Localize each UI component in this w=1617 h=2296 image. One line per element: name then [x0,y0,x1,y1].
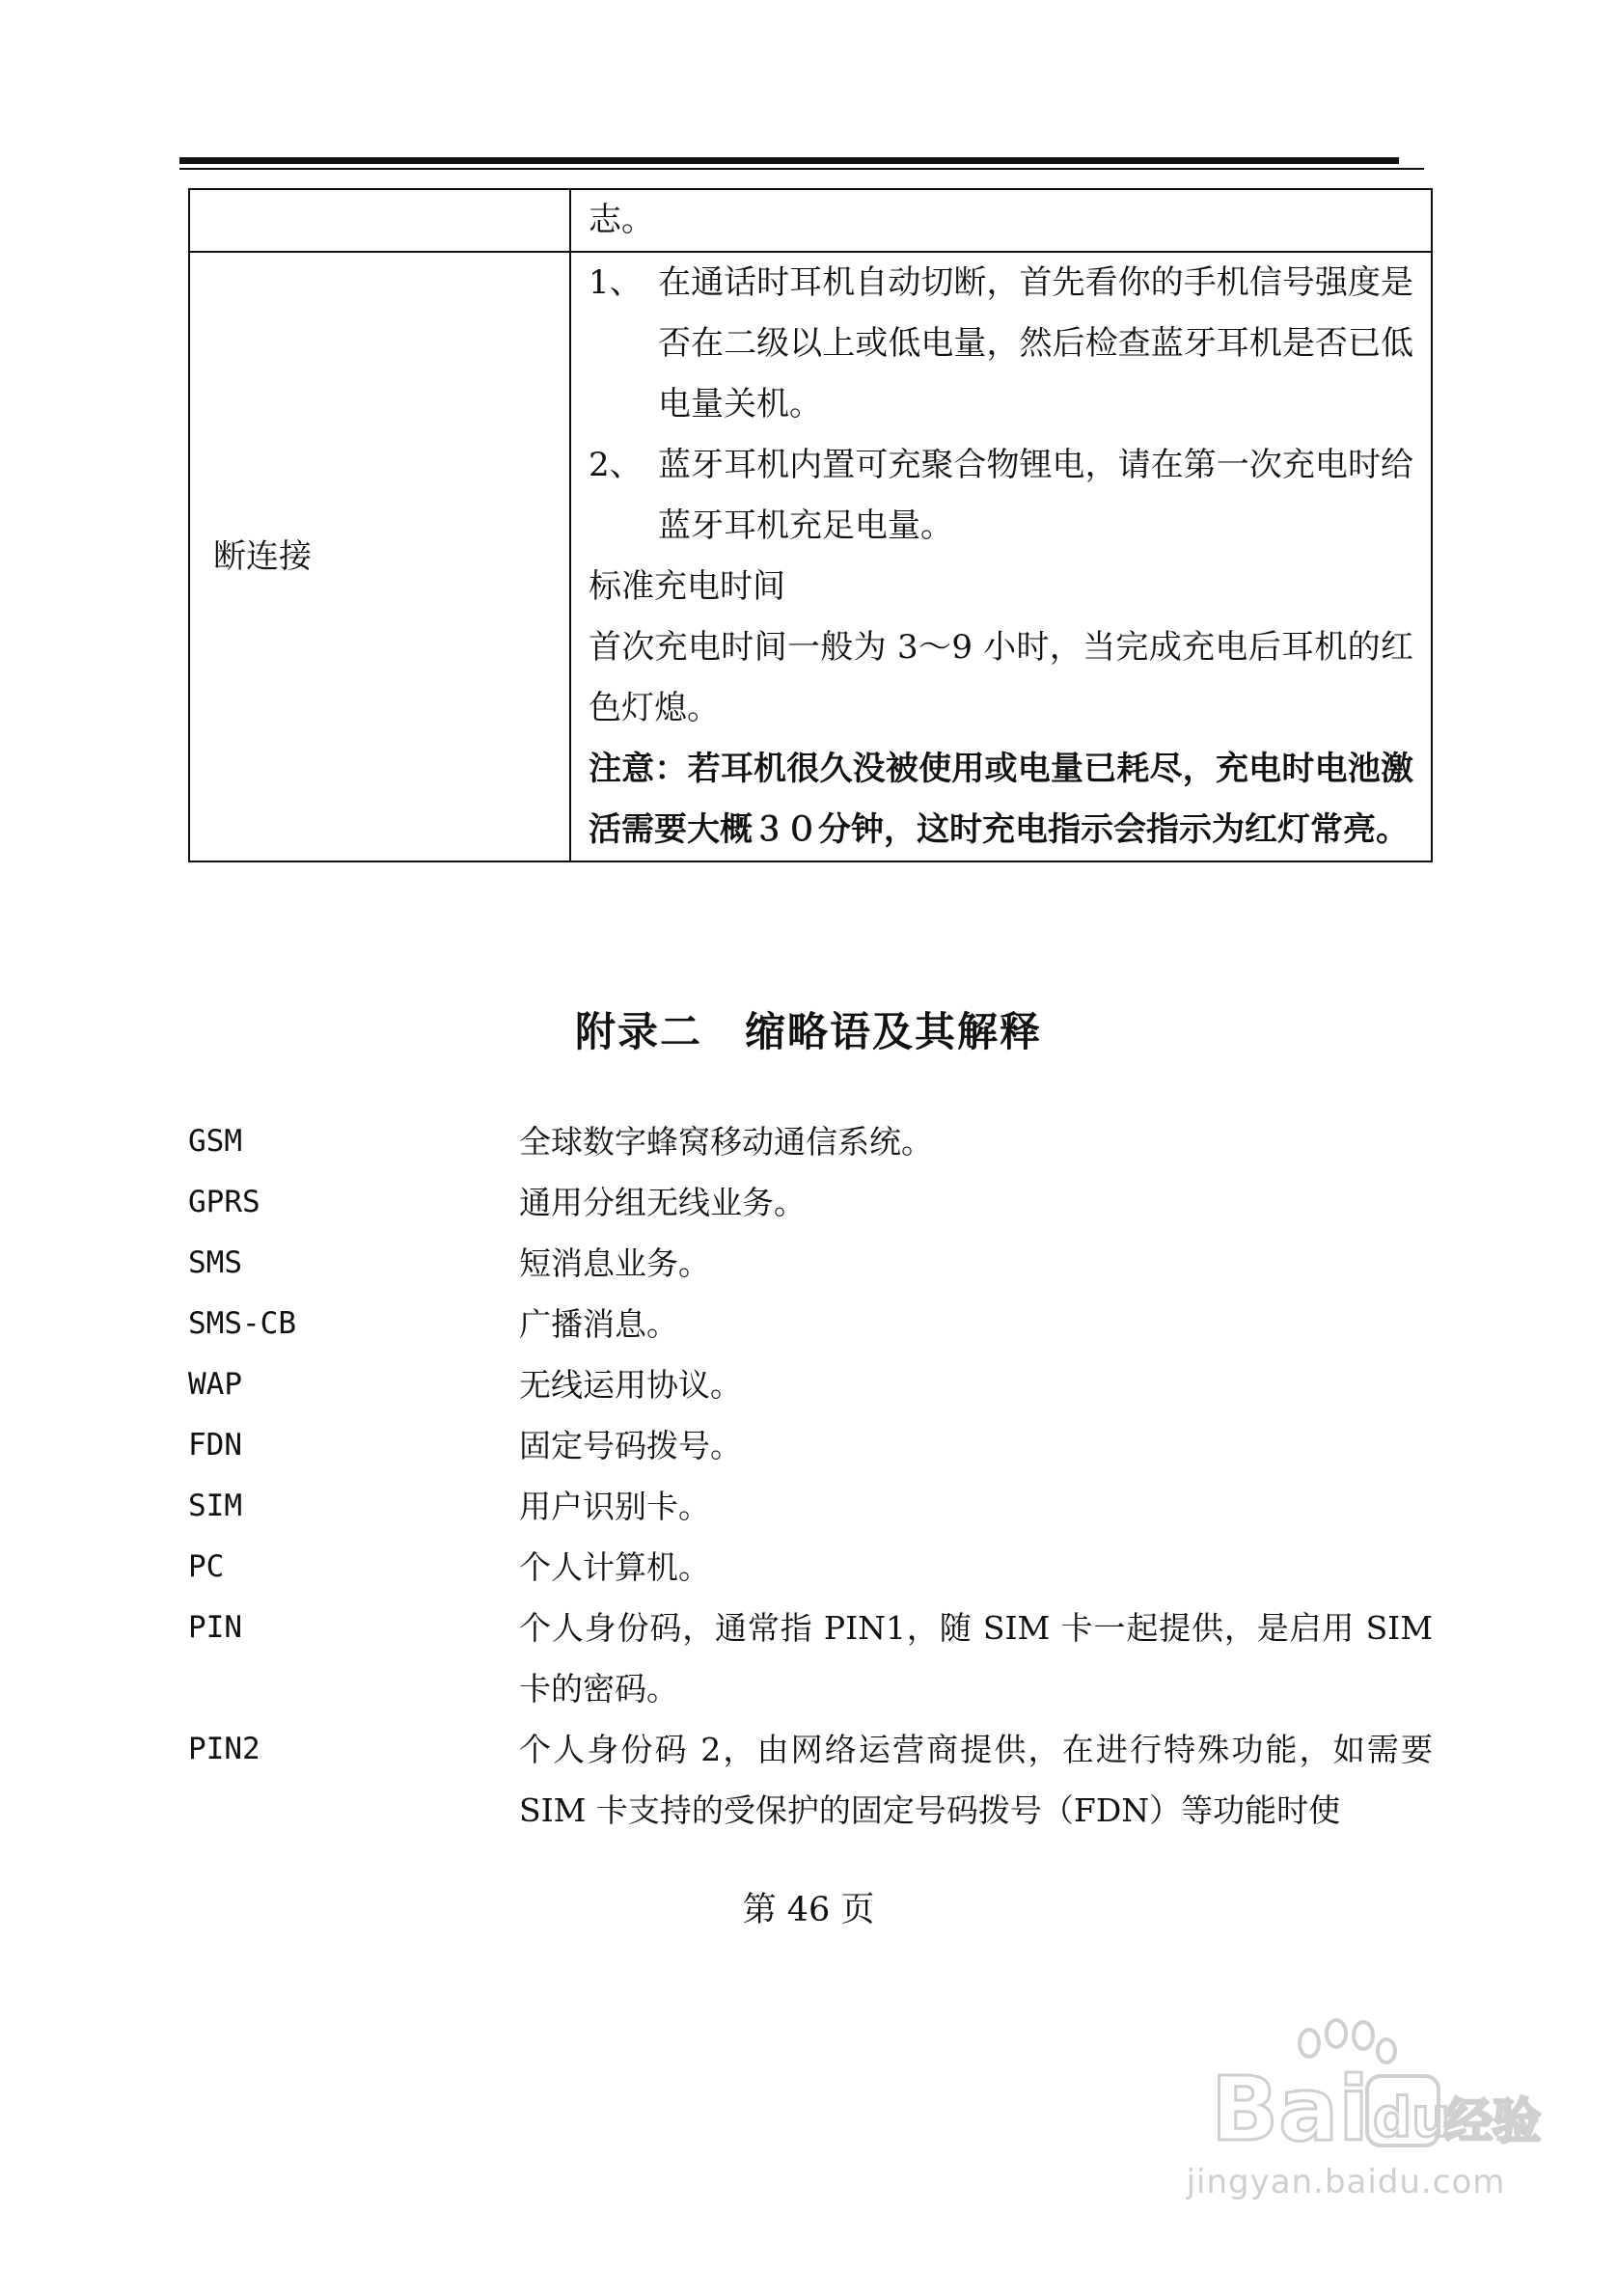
baidu-paw-icon [1300,2020,1395,2063]
page-number: 第 46 页 [742,1891,875,1929]
charge-title: 标准充电时间 [589,567,785,606]
watermark-url: jingyan.baidu.com [1186,2163,1506,2201]
abbr-term: FDN [188,1428,242,1462]
table-cell-empty [189,189,570,252]
list-item [188,1598,1433,1719]
abbr-term: PIN [188,1610,242,1645]
table-row [189,189,1432,252]
watermark [1143,2016,1548,2219]
list-item [188,1476,1433,1537]
abbr-term: PC [188,1549,225,1584]
svg-text:经验: 经验 [1444,2093,1541,2149]
header-rule-thick [179,157,1399,164]
abbr-definition: 短消息业务。 [519,1244,710,1282]
list-item [188,1233,1433,1294]
list-item [188,1537,1433,1598]
list-item [589,435,1413,557]
list-item [188,1719,1433,1841]
list-item [188,1111,1433,1172]
abbr-definition: 广播消息。 [519,1305,678,1343]
list-item [188,1172,1433,1233]
abbr-term: GPRS [188,1185,260,1219]
header-rule-thin [179,168,1424,170]
list-item [589,253,1413,435]
charge-note: 注意：若耳机很久没被使用或电量已耗尽，充电时电池激活需要大概３０分钟，这时充电指示会指示为红灯常亮。 [589,750,1413,849]
abbr-definition: 个人计算机。 [519,1548,710,1586]
abbr-term: SMS [188,1245,242,1280]
solution-cell [570,252,1432,861]
baidu-jingyan-logo [1143,2016,1548,2161]
troubleshooting-table [188,188,1433,862]
list-item [188,1294,1433,1354]
abbr-term: SIM [188,1489,242,1523]
abbr-definition: 个人身份码 2，由网络运营商提供，在进行特殊功能，如需要 SIM 卡支持的受保护的固定号码拨号（FDN）等功能时使 [519,1731,1433,1829]
table-row [189,252,1432,861]
abbr-definition: 用户识别卡。 [519,1488,710,1525]
abbr-term: GSM [188,1124,242,1159]
abbr-definition: 个人身份码，通常指 PIN1，随 SIM 卡一起提供，是启用 SIM 卡的密码。 [519,1609,1433,1708]
abbreviation-list [188,1111,1433,1841]
list-item-text: 蓝牙耳机内置可充聚合物锂电，请在第一次充电时给蓝牙耳机充足电量。 [658,446,1413,545]
list-item-number: 2、 [589,446,643,484]
abbr-definition: 固定号码拨号。 [519,1427,742,1464]
abbr-term: PIN2 [188,1732,260,1766]
abbr-definition: 无线运用协议。 [519,1366,742,1404]
table-cell-continuation: 志。 [570,189,1432,252]
abbr-term: SMS-CB [188,1306,296,1341]
charge-text: 首次充电时间一般为 3～9 小时，当完成充电后耳机的红色灯熄。 [589,628,1413,727]
list-item [188,1354,1433,1415]
svg-text:du: du [1373,2087,1450,2149]
abbr-definition: 通用分组无线业务。 [519,1184,806,1221]
list-item [188,1415,1433,1476]
svg-text:Bai: Bai [1211,2058,1369,2161]
list-item-number: 1、 [589,263,643,302]
problem-label: 断连接 [189,252,570,861]
abbr-definition: 全球数字蜂窝移动通信系统。 [519,1123,933,1161]
list-item-text: 在通话时耳机自动切断，首先看你的手机信号强度是否在二级以上或低电量，然后检查蓝牙耳机是否已低电量关机。 [658,263,1413,424]
appendix-title: 附录二 缩略语及其解释 [574,1008,1042,1055]
abbr-term: WAP [188,1367,242,1402]
